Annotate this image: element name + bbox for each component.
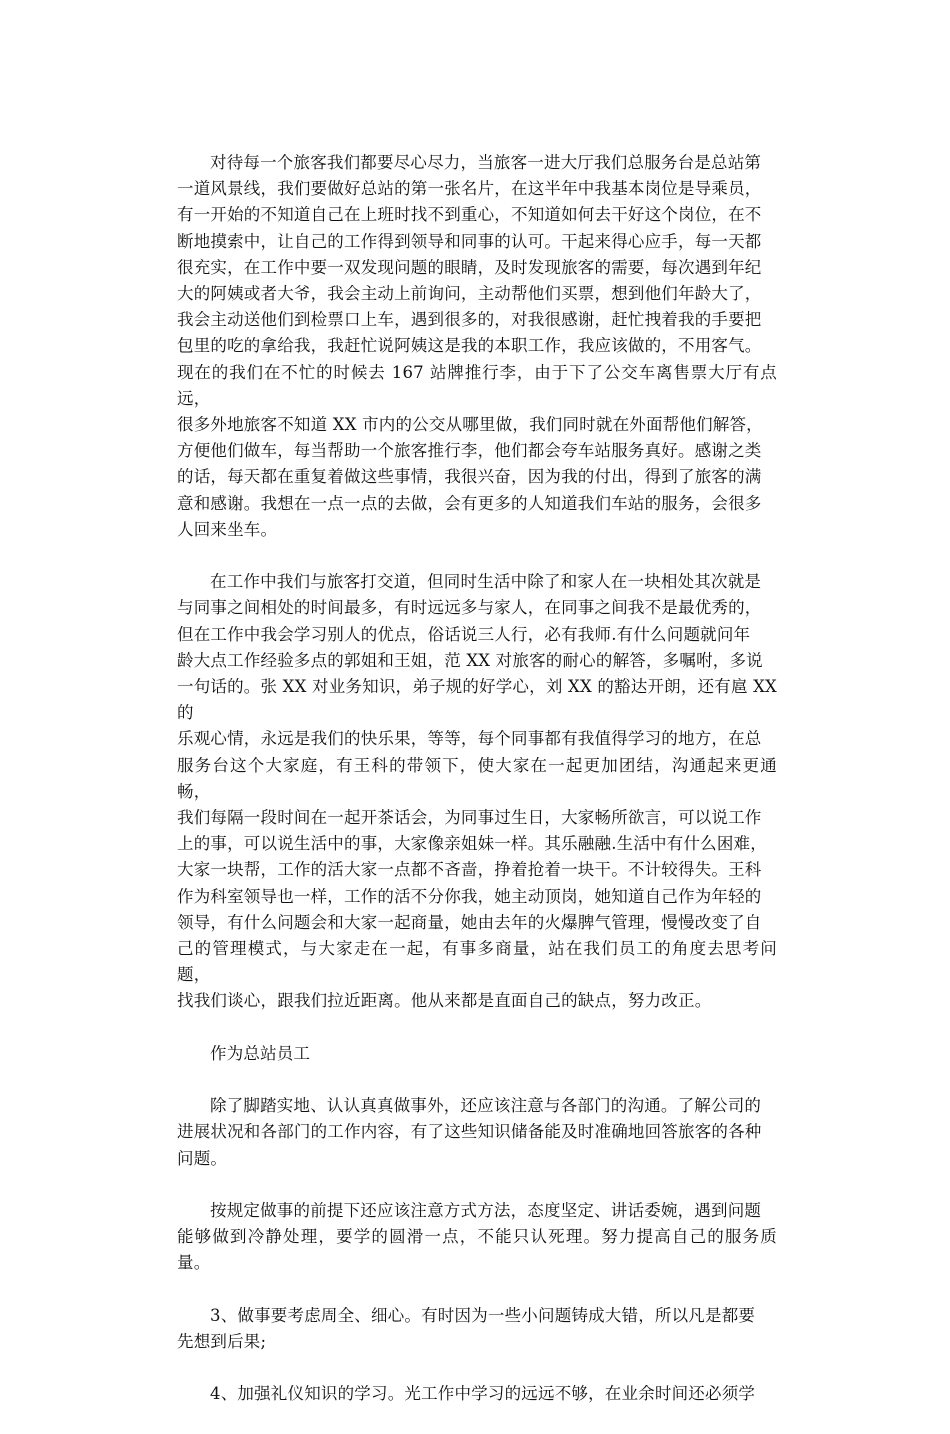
- text-line: 进展状况和各部门的工作内容，有了这些知识储备能及时准确地回答旅客的各种: [177, 1122, 762, 1142]
- text-line: 己的管理模式，与大家走在一起，有事多商量，站在我们员工的角度去思考问题，: [177, 939, 777, 985]
- text-line: 领导，有什么问题会和大家一起商量，她由去年的火爆脾气管理，慢慢改变了自: [177, 912, 762, 932]
- text-line: 3、做事要考虑周全、细心。有时因为一些小问题铸成大错，所以凡是都要: [210, 1305, 756, 1325]
- text-line: 包里的吃的拿给我，我赶忙说阿姨这是我的本职工作，我应该做的，不用客气。: [177, 336, 762, 356]
- list-item-3: [177, 1303, 777, 1355]
- text-line: 方便他们做车，每当帮助一个旅客推行李，他们都会夸车站服务真好。感谢之类: [177, 441, 762, 461]
- text-line: 问题。: [177, 1148, 228, 1168]
- text-line: 上的事，可以说生活中的事，大家像亲姐妹一样。其乐融融.生活中有什么困难，: [177, 834, 767, 854]
- list-item-4: [177, 1381, 777, 1407]
- paragraph-colleagues: [177, 569, 777, 1014]
- text-line: 大家一块帮，工作的活大家一点都不吝啬，挣着抢着一块干。不计较得失。王科: [177, 860, 762, 880]
- text-line: 意和感谢。我想在一点一点的去做，会有更多的人知道我们车站的服务，会很多: [177, 493, 762, 513]
- text-line: 龄大点工作经验多点的郭姐和王姐，范 XX 对旅客的耐心的解答，多嘱咐，多说: [177, 650, 763, 670]
- text-line: 但在工作中我会学习别人的优点，俗话说三人行，必有我师.有什么问题就问年: [177, 624, 751, 644]
- text-line: 一句话的。张 XX 对业务知识，弟子规的好学心，刘 XX 的豁达开朗，还有扈 XX 的: [177, 677, 777, 723]
- text-line: 先想到后果;: [177, 1332, 267, 1352]
- text-line: 的话，每天都在重复着做这些事情，我很兴奋，因为我的付出，得到了旅客的满: [177, 467, 762, 487]
- text-line: 一道风景线，我们要做好总站的第一张名片，在这半年中我基本岗位是导乘员，: [177, 179, 762, 199]
- text-line: 能够做到冷静处理，要学的圆滑一点，不能只认死理。努力提高自己的服务质量。: [177, 1227, 777, 1273]
- text-line: 在工作中我们与旅客打交道，但同时生活中除了和家人在一块相处其次就是: [210, 572, 762, 592]
- text-line: 4、加强礼仪知识的学习。光工作中学习的远远不够，在业余时间还必须学: [210, 1384, 756, 1404]
- section-heading: [177, 1041, 777, 1067]
- text-line: 断地摸索中，让自己的工作得到领导和同事的认可。干起来得心应手，每一天都: [177, 231, 762, 251]
- paragraph-service-experience: [177, 150, 777, 543]
- text-line: 作为总站员工: [210, 1043, 311, 1063]
- text-line: 服务台这个大家庭，有王科的带领下，使大家在一起更加团结，沟通起来更通畅，: [177, 755, 777, 801]
- text-line: 乐观心情，永远是我们的快乐果，等等，每个同事都有我值得学习的地方，在总: [177, 729, 762, 749]
- text-line: 大的阿姨或者大爷，我会主动上前询问，主动帮他们买票，想到他们年龄大了，: [177, 284, 762, 304]
- text-line: 作为科室领导也一样，工作的活不分你我，她主动顶岗，她知道自己作为年轻的: [177, 886, 762, 906]
- text-line: 现在的我们在不忙的时候去 167 站牌推行李，由于下了公交车离售票大厅有点远，: [177, 362, 777, 408]
- text-line: 对待每一个旅客我们都要尽心尽力，当旅客一进大厅我们总服务台是总站第: [210, 153, 762, 172]
- text-line: 很充实，在工作中要一双发现问题的眼睛，及时发现旅客的需要，每次遇到年纪: [177, 257, 762, 277]
- text-line: 除了脚踏实地、认认真真做事外，还应该注意与各部门的沟通。了解公司的: [210, 1096, 762, 1116]
- text-line: 很多外地旅客不知道 XX 市内的公交从哪里做，我们同时就在外面帮他们解答，: [177, 415, 763, 435]
- text-line: 与同事之间相处的时间最多，有时远远多与家人，在同事之间我不是最优秀的，: [177, 598, 762, 618]
- text-line: 我会主动送他们到检票口上车，遇到很多的，对我很感谢，赶忙拽着我的手要把: [177, 310, 762, 330]
- text-line: 按规定做事的前提下还应该注意方式方法，态度坚定、讲话委婉，遇到问题: [210, 1201, 762, 1221]
- paragraph-methods: [177, 1198, 777, 1277]
- document-page: [177, 150, 777, 1434]
- text-line: 有一开始的不知道自己在上班时找不到重心，不知道如何去干好这个岗位，在不: [177, 205, 762, 225]
- text-line: 我们每隔一段时间在一起开茶话会，为同事过生日，大家畅所欲言，可以说工作: [177, 808, 762, 828]
- text-line: 找我们谈心，跟我们拉近距离。他从来都是直面自己的缺点，努力改正。: [177, 991, 712, 1011]
- paragraph-communication: [177, 1093, 777, 1172]
- text-line: 人回来坐车。: [177, 519, 278, 539]
